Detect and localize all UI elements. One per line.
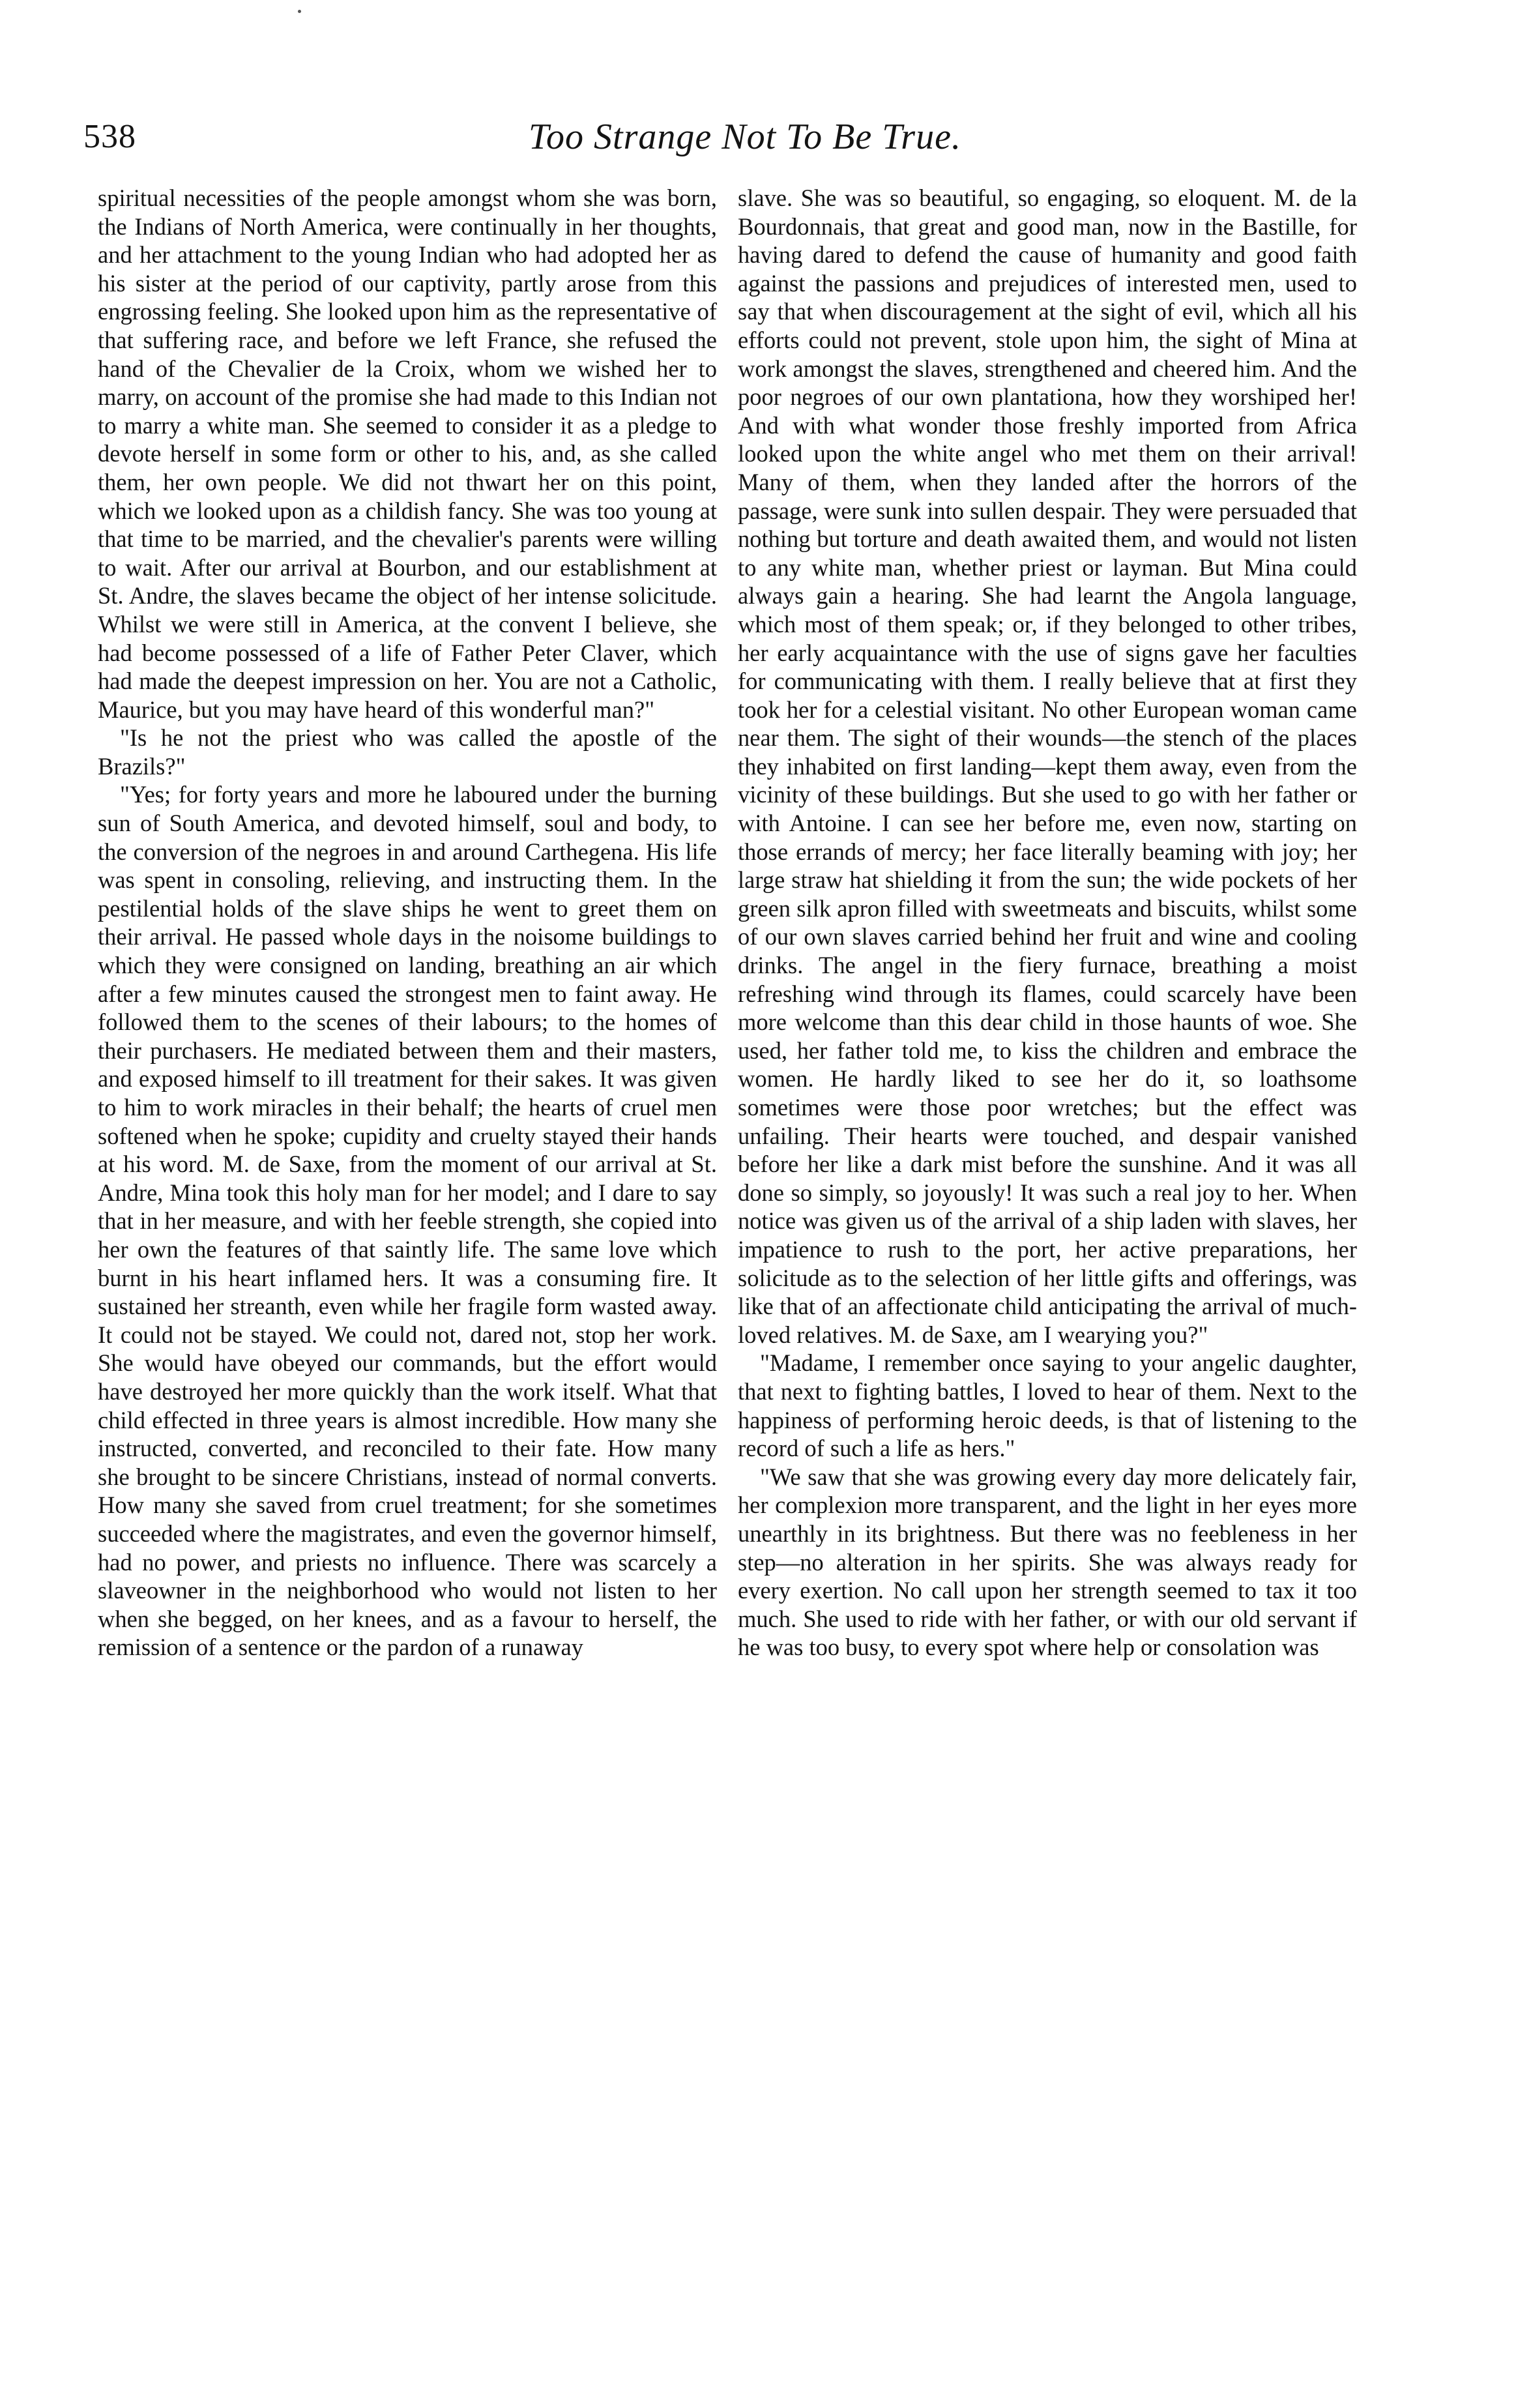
paragraph: "Yes; for forty years and more he laboured under the burning sun of South America, and devoted himself, soul and body, to the conversion of the negroes in and around Carthegena. His life was spent in consoling, relieving, and instructing them. In the pestilential holds of the slave ships he went to greet them on their arrival. He passed whole days in the noisome buildings to which they were consigned on landing, breathing an air which after a few minutes caused the strongest men to faint away. He followed them to the scenes of their labours; to the homes of their purchasers. He mediated between them and their masters, and exposed himself to ill treatment for their sakes. It was given to him to work miracles in their behalf; the hearts of cruel men softened when he spoke; cupidity and cruelty stayed their hands at his word. M. de Saxe, from the moment of our arrival at St. Andre, Mina took this holy man for her model; and I dare to say that in her measure, and with her feeble strength, she copied into her own the features of that saintly life. The same love which burnt in his heart inflamed hers. It was a consuming fire. It sustained her streanth, even while her fragile form wasted away. It could not be stayed. We could not, dared not, stop her work. She would have obeyed our commands, but the effort would have destroyed her more quickly than the work itself. What that child effected in three years is almost incredible. How many she instructed, converted, and reconciled to their fate. How many she brought to be sincere Christians, instead of normal converts. How many she saved from cruel treatment; for she sometimes succeeded where the magistrates, and even the governor himself, had no power, and priests no influence. There was scarcely a slaveowner in the neighborhood who would not listen to her when she begged, on her knees, and as a favour to herself, the remission of a sentence or the pardon of a runaway <box>98 781 717 1661</box>
paragraph: "We saw that she was growing every day more delicately fair, her complexion more transparent, and the light in her eyes more unearthly in its brightness. But there was no feebleness in her step—no alteration in her spirits. She was always ready for every exertion. No call upon her strength seemed to tax it too much. She used to ride with her father, or with our old servant if he was too busy, to every spot where help or consolation was <box>738 1463 1357 1661</box>
scan-speck <box>298 10 301 13</box>
left-column <box>98 184 717 2296</box>
running-title: Too Strange Not To Be True. <box>529 117 961 157</box>
paragraph: "Is he not the priest who was called the apostle of the Brazils?" <box>98 724 717 780</box>
page-header <box>83 111 1407 169</box>
paragraph: slave. She was so beautiful, so engaging, so eloquent. M. de la Bourdonnais, that great and good man, now in the Bastille, for having dared to defend the cause of humanity and good faith against the passions and prejudices of interested men, used to say that when discouragement at the sight of evil, which all his efforts could not prevent, stole upon him, the sight of Mina at work amongst the slaves, strengthened and cheered him. And the poor negroes of our own plantationa, how they worshiped her! And with what wonder those freshly imported from Africa looked upon the white angel who met them on their arrival! Many of them, when they landed after the horrors of the passage, were sunk into sullen despair. They were persuaded that nothing but torture and death awaited them, and would not listen to any white man, whether priest or layman. But Mina could always gain a hearing. She had learnt the Angola language, which most of them speak; or, if they belonged to other tribes, her early acquaintance with the use of signs gave her faculties for communicating with them. I really believe that at first they took her for a celestial visitant. No other European woman came near them. The sight of their wounds—the stench of the places they inhabited on first landing—kept them away, even from the vicinity of these buildings. But she used to go with her father or with Antoine. I can see her before me, even now, starting on those errands of mercy; her face literally beaming with joy; her large straw hat shielding it from the sun; the wide pockets of her green silk apron filled with sweetmeats and biscuits, whilst some of our own slaves carried behind her fruit and wine and cooling drinks. The angel in the fiery furnace, breathing a moist refreshing wind through its flames, could scarcely have been more welcome than this dear child in those haunts of woe. She used, her father told me, to kiss the children and embrace the women. He hardly liked to see her do it, so loathsome sometimes were those poor wretches; but the effect was unfailing. Their hearts were touched, and despair vanished before her like a dark mist before the sunshine. And it was all done so simply, so joyously! It was such a real joy to her. When notice was given us of the arrival of a ship laden with slaves, her impatience to rush to the port, her active preparations, her solicitude as to the selection of her little gifts and offerings, was like that of an affectionate child anticipating the arrival of much-loved relatives. M. de Saxe, am I wearying you?" <box>738 184 1357 1348</box>
right-column <box>738 184 1357 2296</box>
paragraph: spiritual necessities of the people amongst whom she was born, the Indians of North America, were continually in her thoughts, and her attachment to the young Indian who had adopted her as his sister at the period of our captivity, partly arose from this engrossing feeling. She looked upon him as the representative of that suffering race, and before we left France, she refused the hand of the Chevalier de la Croix, whom we wished her to marry, on account of the promise she had made to this Indian not to marry a white man. She seemed to consider it as a pledge to devote herself in some form or other to his, and, as she called them, her own people. We did not thwart her on this point, which we looked upon as a childish fancy. She was too young at that time to be married, and the chevalier's parents were willing to wait. After our arrival at Bourbon, and our establishment at St. Andre, the slaves became the object of her intense solicitude. Whilst we were still in America, at the convent I believe, she had become possessed of a life of Father Peter Claver, which had made the deepest impression on her. You are not a Catholic, Maurice, but you may have heard of this wonderful man?" <box>98 184 717 723</box>
paragraph: "Madame, I remember once saying to your angelic daughter, that next to fighting battles, I loved to hear of them. Next to the happiness of performing heroic deeds, is that of listening to the record of such a life as hers." <box>738 1349 1357 1462</box>
page-number: 538 <box>83 118 136 155</box>
